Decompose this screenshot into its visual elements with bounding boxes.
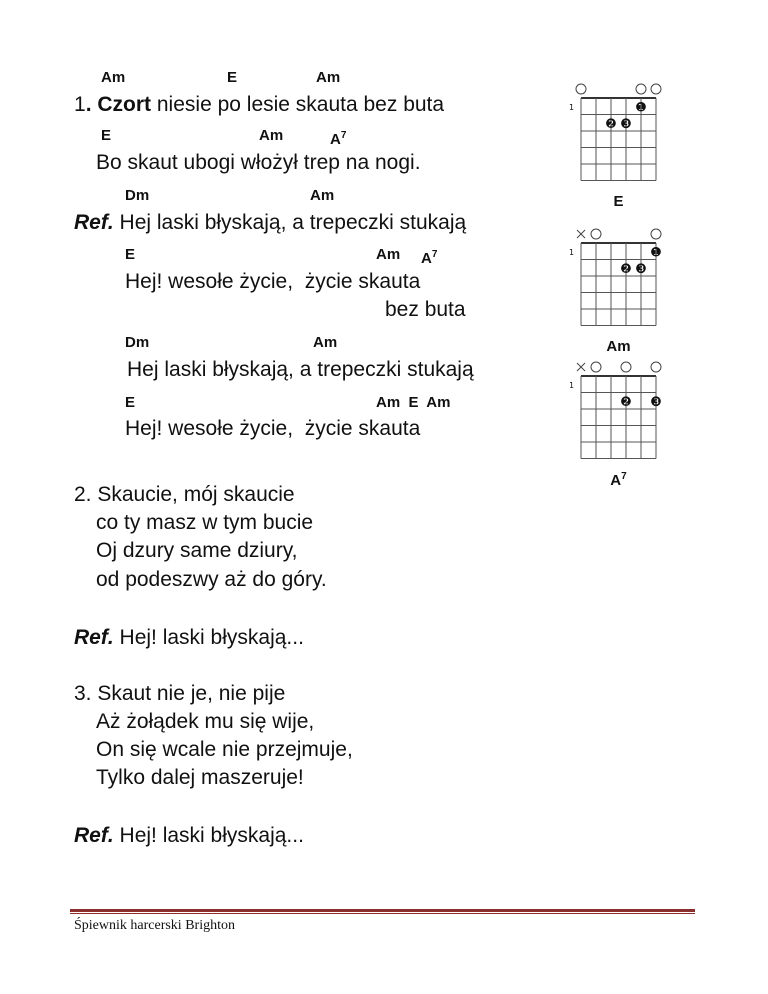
chord-diagram-a7 xyxy=(563,358,673,468)
open-string-mark xyxy=(651,84,661,94)
verse2-line3: Oj dzury same dziury, xyxy=(96,539,298,562)
ref-label: Ref. xyxy=(74,211,114,234)
footer-rule-thin xyxy=(70,913,695,914)
finger-dot: ❷ xyxy=(605,116,617,132)
chord-dm: Dm xyxy=(125,334,150,351)
line-text: niesie po lesie skauta bez buta xyxy=(151,93,445,116)
chord-diagram-name: E xyxy=(613,192,624,210)
chord-am: Am xyxy=(316,69,341,86)
refrain-short xyxy=(74,824,304,848)
verse3-line1: 3. Skaut nie je, nie pije xyxy=(74,682,286,705)
chord-e: E xyxy=(227,69,238,86)
finger-dot: ❷ xyxy=(620,261,632,277)
chord-sequence: Am E Am xyxy=(376,394,451,411)
line-text: Hej! laski błyskają... xyxy=(113,626,304,649)
chord-am: Am xyxy=(310,187,335,204)
chord-e: E xyxy=(125,246,136,263)
open-string-mark xyxy=(636,84,646,94)
finger-dot: ❶ xyxy=(650,245,662,261)
chord-diagram-sup: 7 xyxy=(621,470,627,482)
chord-am: Am xyxy=(259,127,284,144)
footer-title: Śpiewnik harcerski Brighton xyxy=(74,918,235,933)
first-word: Czort xyxy=(97,93,152,116)
refrain-line3: Hej laski błyskają, a trepeczki stukają xyxy=(127,358,474,381)
chord-am: Am xyxy=(376,246,401,263)
verse3-line4: Tylko dalej maszeruje! xyxy=(96,766,304,789)
chord-diagram-name: A xyxy=(610,471,622,489)
finger-dot: ❸ xyxy=(635,261,647,277)
chord-dm: Dm xyxy=(125,187,150,204)
verse-number: 1 xyxy=(74,93,86,116)
verse1-line2: Bo skaut ubogi włożył trep na nogi. xyxy=(96,151,421,174)
chord-sup: 7 xyxy=(431,249,438,260)
ref-label: Ref. xyxy=(74,626,114,649)
line-text: Hej! laski błyskają... xyxy=(113,824,304,847)
verse2-line1: 2. Skaucie, mój skaucie xyxy=(74,483,295,506)
chord-a7 xyxy=(330,128,346,148)
finger-dot: ❷ xyxy=(620,394,632,410)
open-string-mark xyxy=(621,362,631,372)
chord-am: Am xyxy=(101,69,126,86)
chord-e: E xyxy=(125,394,136,411)
verse2-line4: od podeszwy aż do góry. xyxy=(96,568,327,591)
finger-dot: ❸ xyxy=(620,116,632,132)
chord-diagram-name: Am xyxy=(606,337,631,355)
open-string-mark xyxy=(591,362,601,372)
chord-sup: 7 xyxy=(340,130,347,141)
chord-root: A xyxy=(421,250,432,267)
footer-rule xyxy=(70,909,695,912)
fret-number: 1 xyxy=(569,248,575,257)
fret-number: 1 xyxy=(569,381,575,390)
refrain-line2: Hej! wesołe życie, życie skauta xyxy=(125,270,421,293)
verse3-line2: Aż żołądek mu się wije, xyxy=(96,710,315,733)
refrain-short xyxy=(74,626,304,650)
finger-dot: ❸ xyxy=(650,394,662,410)
chord-diagram-label xyxy=(589,338,649,355)
line-text: Hej laski błyskają, a trepeczki stukają xyxy=(113,211,467,234)
open-string-mark xyxy=(576,84,586,94)
chord-diagram-label xyxy=(589,193,649,210)
open-string-mark xyxy=(591,229,601,239)
chord-a7 xyxy=(421,247,437,267)
chord-e: E xyxy=(101,127,112,144)
verse-number-dot: . xyxy=(85,93,92,116)
chord-diagram-e xyxy=(563,80,673,190)
ref-label: Ref. xyxy=(74,824,114,847)
chord-root: A xyxy=(330,131,341,148)
chord-diagram-am xyxy=(563,225,673,335)
verse3-line3: On się wcale nie przejmuje, xyxy=(96,738,353,761)
refrain-line4: Hej! wesołe życie, życie skauta xyxy=(125,417,421,440)
open-string-mark xyxy=(651,229,661,239)
finger-dot: ❶ xyxy=(635,100,647,116)
verse2-line2: co ty masz w tym bucie xyxy=(96,511,314,534)
fret-number: 1 xyxy=(569,103,575,112)
chord-diagram-label xyxy=(589,471,649,489)
verse1-line1 xyxy=(74,93,444,117)
open-string-mark xyxy=(651,362,661,372)
refrain-line1 xyxy=(74,211,466,235)
refrain-line2-continued: bez buta xyxy=(385,298,466,321)
chord-am: Am xyxy=(313,334,338,351)
